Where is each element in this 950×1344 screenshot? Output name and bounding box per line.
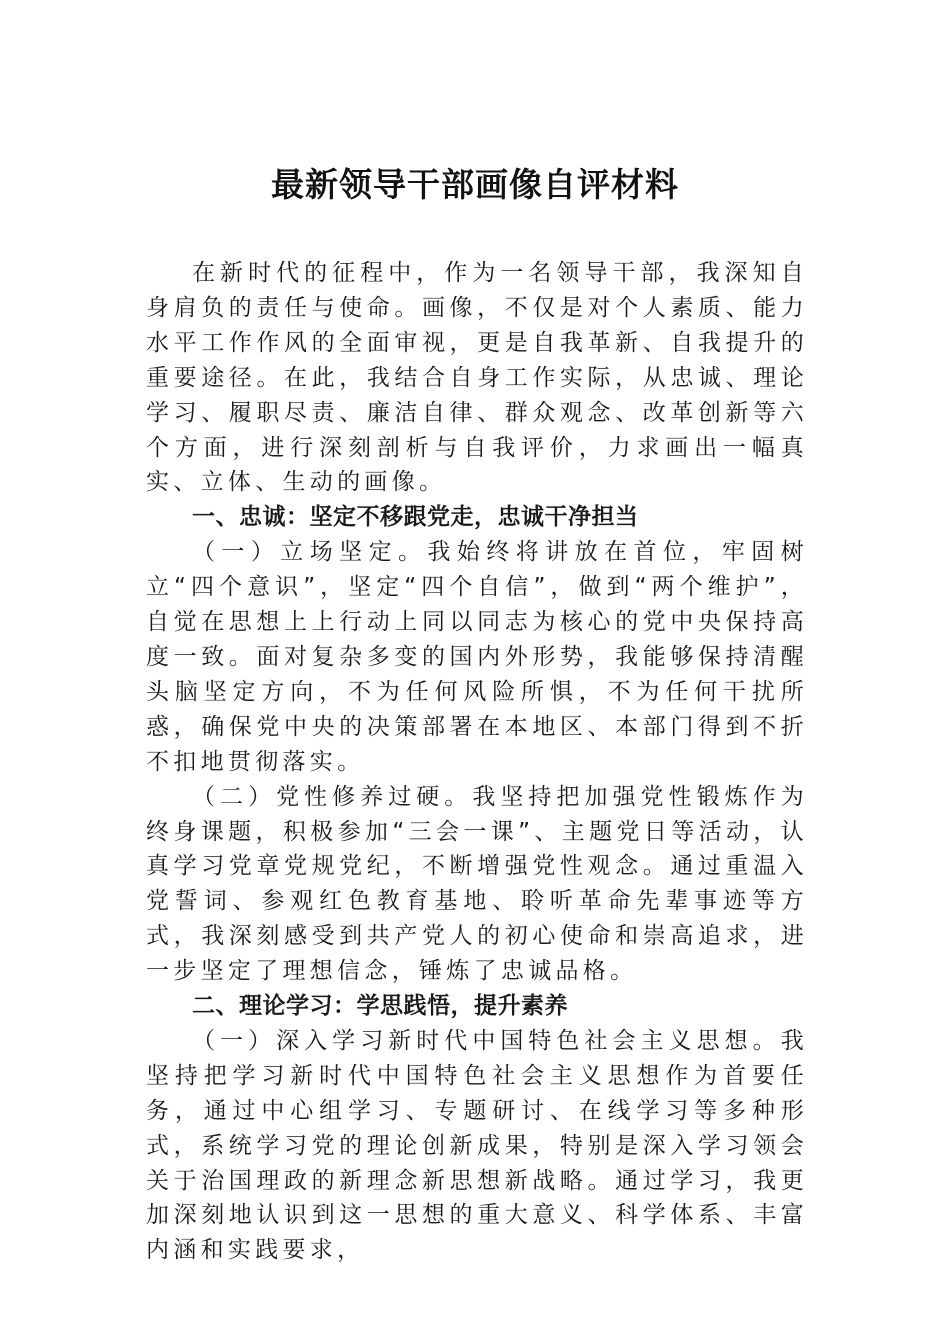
- paragraph-party-spirit: （二）党性修养过硬。我坚持把加强党性锻炼作为终身课题，积极参加“三会一课”、主题党日等活动，认真学习党章党规党纪，不断增强党性观念。通过重温入党誓词、参观红色教育基地、聆听革命先辈事迹等方式，我深刻感受到共产党人的初心使命和崇高追求，进一步坚定了理想信念，锤炼了忠诚品格。: [146, 783, 808, 985]
- paragraph-firm-stance: （一）立场坚定。我始终将讲放在首位，牢固树立“四个意识”，坚定“四个自信”，做到“两个维护”，自觉在思想上上行动上同以同志为核心的党中央保持高度一致。面对复杂多变的国内外形势，我能够保持清醒头脑坚定方向，不为任何风险所惧，不为任何干扰所惑，确保党中央的决策部署在本地区、本部门得到不折不扣地贯彻落实。: [146, 539, 808, 775]
- section-heading-loyalty: 一、忠诚：坚定不移跟党走，忠诚干净担当: [192, 504, 639, 531]
- section-heading-theory-study: 二、理论学习：学思践悟，提升素养: [192, 993, 568, 1020]
- document-body: [146, 256, 808, 1268]
- intro-paragraph: 在新时代的征程中，作为一名领导干部，我深知自身肩负的责任与使命。画像，不仅是对个人素质、能力水平工作作风的全面审视，更是自我革新、自我提升的重要途径。在此，我结合自身工作实际，从忠诚、理论学习、履职尽责、廉洁自律、群众观念、改革创新等六个方面，进行深刻剖析与自我评价，力求画出一幅真实、立体、生动的画像。: [146, 260, 808, 496]
- document-title: 最新领导干部画像自评材料: [271, 165, 679, 204]
- paragraph-study-thought: （一）深入学习新时代中国特色社会主义思想。我坚持把学习新时代中国特色社会主义思想作为首要任务，通过中心组学习、专题研讨、在线学习等多种形式，系统学习党的理论创新成果，特别是深入学习领会关于治国理政的新理念新思想新战略。通过学习，我更加深刻地认识到这一思想的重大意义、科学体系、丰富内涵和实践要求，: [146, 1027, 808, 1264]
